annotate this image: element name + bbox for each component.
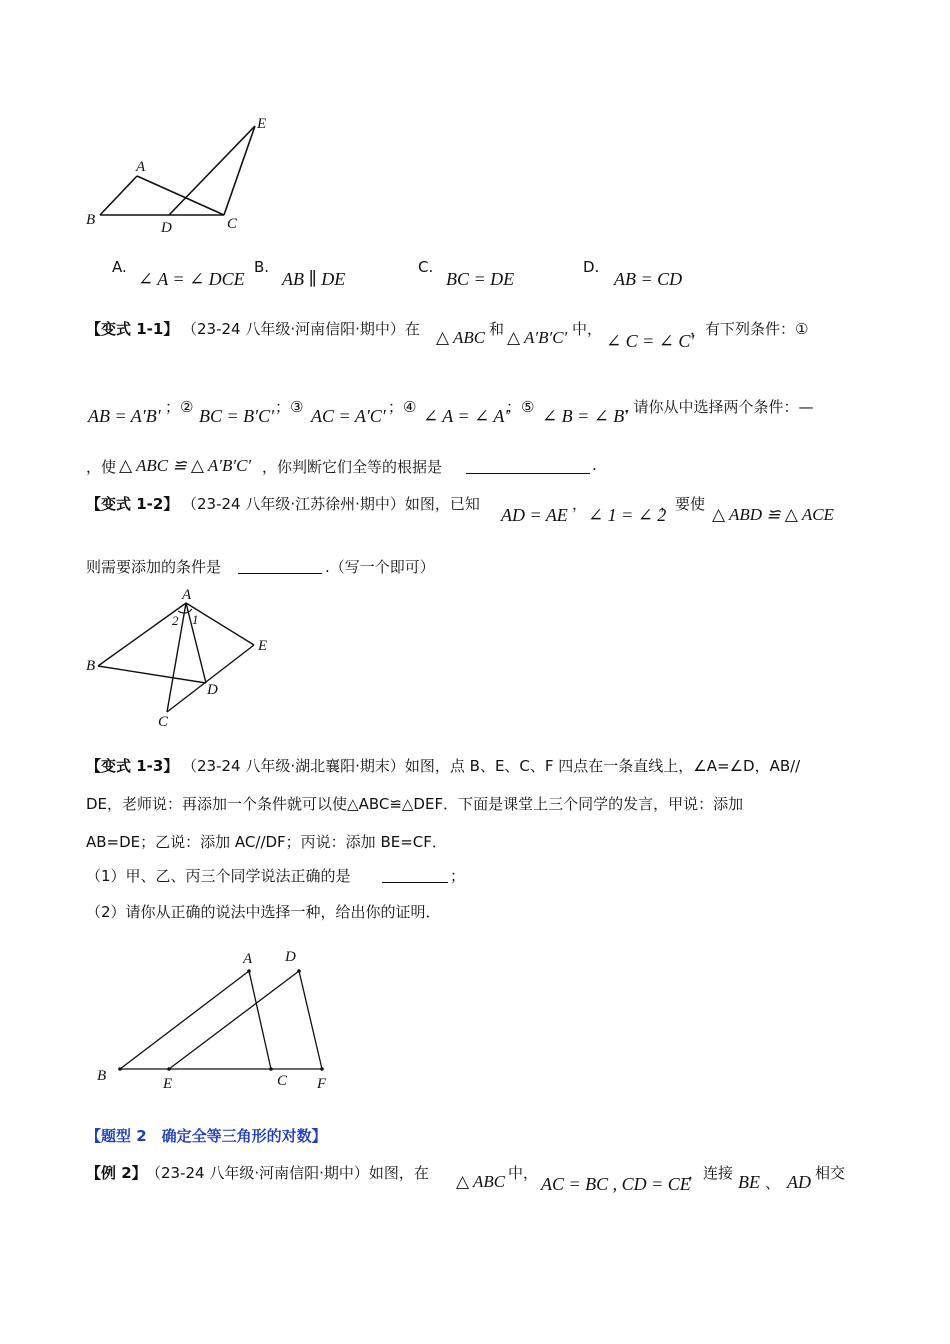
label-angle-1: 1 (192, 612, 199, 627)
label-angle-2: 2 (172, 613, 179, 628)
variant-1-1-condition: ∠ C = ∠ C′ (606, 331, 695, 351)
label-e: E (257, 116, 267, 132)
variant-1-1-zhong: 中， (572, 320, 603, 338)
example-2-tag: 【例 2】 (86, 1164, 147, 1182)
option-b-expr: AB ∥ DE (282, 269, 346, 289)
variant-1-3-sub1: （1）甲、乙、丙三个同学说法正确的是 (86, 867, 351, 885)
variant-1-1-source: （23-24 八年级·河南信阳·期中）在 (182, 320, 420, 338)
point-b (118, 1067, 122, 1071)
point-a (247, 969, 251, 973)
variant-1-1-congruence: △ ABC ≌ △ A′B′C′ (119, 456, 252, 475)
label-c: C (158, 714, 169, 730)
label-a: A (182, 587, 192, 603)
segment-ac (249, 971, 271, 1069)
variant-1-2-line2-a: 则需要添加的条件是 (86, 558, 222, 576)
option-c-expr: BC = DE (446, 269, 515, 289)
variant-1-1-tag: 【变式 1-1】 (86, 320, 179, 338)
example-2-ad: AD (787, 1172, 811, 1192)
label-b: B (86, 658, 96, 674)
option-d-letter: D. (583, 258, 600, 276)
example-2-dun: 、 (765, 1174, 781, 1192)
variant-1-2-expr2: ∠ 1 = ∠ 2 (588, 505, 667, 525)
section-title: 【题型 2 确定全等三角形的对数】 (86, 1127, 327, 1145)
example-2-zhong: 中， (508, 1164, 539, 1182)
label-c: C (277, 1073, 288, 1089)
point-d (297, 969, 301, 973)
option-a-expr: ∠ A = ∠ DCE (138, 269, 245, 289)
segment-ed (169, 971, 299, 1069)
example-2-xiangjiao: 相交 (815, 1164, 846, 1182)
variant-1-2-expr3: △ ABD ≌ △ ACE (712, 505, 834, 524)
label-f: F (317, 1076, 327, 1092)
label-d: D (285, 949, 296, 965)
label-c: C (227, 216, 238, 232)
example-2-tri: △ ABC (456, 1172, 506, 1191)
variant-1-2-tag: 【变式 1-2】 (86, 495, 179, 513)
variant-1-3-sub1-end: ； (450, 867, 466, 885)
variant-1-2-yaoshi: ，要使 (660, 495, 706, 513)
label-b: B (86, 212, 96, 228)
variant-1-3-line3: AB=DE；乙说：添加 AC//DF；丙说：添加 BE=CF． (86, 833, 447, 851)
variant-1-1-cond3: AC = A′C′ (311, 406, 386, 426)
point-f (320, 1067, 324, 1071)
variant-1-1-cond2: BC = B′C′ (199, 406, 275, 426)
point-c (269, 1067, 273, 1071)
example-2-source: （23-24 八年级·河南信阳·期中）如图，在 (146, 1164, 429, 1182)
variant-1-1-mark2: ；② (165, 398, 194, 416)
variant-1-1-instruction: . 请你从中选择两个条件：— (624, 398, 814, 416)
variant-1-1-rest: ，有下列条件：① (690, 320, 809, 338)
label-d: D (207, 682, 218, 698)
label-a: A (136, 159, 146, 175)
example-2-be: BE (738, 1172, 760, 1192)
variant-1-2-line2-b: .（写一个即可） (325, 558, 435, 576)
variant-1-2-expr1: AD = AE (501, 505, 568, 525)
example-2-expr: AC = BC , CD = CE (541, 1174, 691, 1194)
variant-1-1-cond4: ∠ A = ∠ A′ (423, 406, 509, 426)
variant-1-1-mark3: ；③ (275, 398, 304, 416)
option-b-letter: B. (254, 258, 270, 276)
variant-1-2-comma: ， (572, 495, 588, 513)
variant-1-1-mark4: ；④ (388, 398, 417, 416)
variant-1-1-line3-end: . (592, 456, 597, 474)
variant-1-3-tag: 【变式 1-3】 (86, 757, 179, 775)
variant-1-1-line3-b: ，你判断它们全等的根据是 (262, 458, 443, 476)
variant-1-1-line3-a: ，使 (86, 458, 117, 476)
label-a: A (243, 951, 253, 967)
variant-1-1-mark5: ；⑤ (506, 398, 535, 416)
segment-df (299, 971, 322, 1069)
variant-1-1-tri1: △ ABC (436, 328, 486, 347)
variant-1-1-tri2: △ A′B′C′ (507, 328, 568, 347)
variant-1-1-he: 和 (489, 320, 505, 338)
label-e: E (163, 1076, 173, 1092)
variant-1-3-sub2: （2）请你从正确的说法中选择一种，给出你的证明． (86, 903, 441, 921)
variant-1-3-line2: DE，老师说：再添加一个条件就可以使△ABC≌△DEF．下面是课堂上三个同学的发言，甲说：添加 (86, 795, 744, 813)
variant-1-3-line1: （23-24 八年级·湖北襄阳·期末）如图，点 B、E、C、F 四点在一条直线上，∠A=∠D，AB// (182, 757, 801, 775)
label-e: E (258, 638, 268, 654)
variant-1-1-cond5: ∠ B = ∠ B′ (542, 406, 629, 426)
point-e (167, 1067, 171, 1071)
variant-1-1-cond1: AB = A′B′ (88, 406, 161, 426)
example-2-lianjie: ，连接 (688, 1164, 734, 1182)
option-a-letter: A. (112, 258, 127, 276)
option-c-letter: C. (418, 258, 434, 276)
option-d-expr: AB = CD (614, 269, 683, 289)
segment-ba (120, 971, 249, 1069)
variant-1-2-source: （23-24 八年级·江苏徐州·期中）如图，已知 (182, 495, 480, 513)
label-b: B (97, 1068, 107, 1084)
label-d: D (161, 220, 172, 236)
